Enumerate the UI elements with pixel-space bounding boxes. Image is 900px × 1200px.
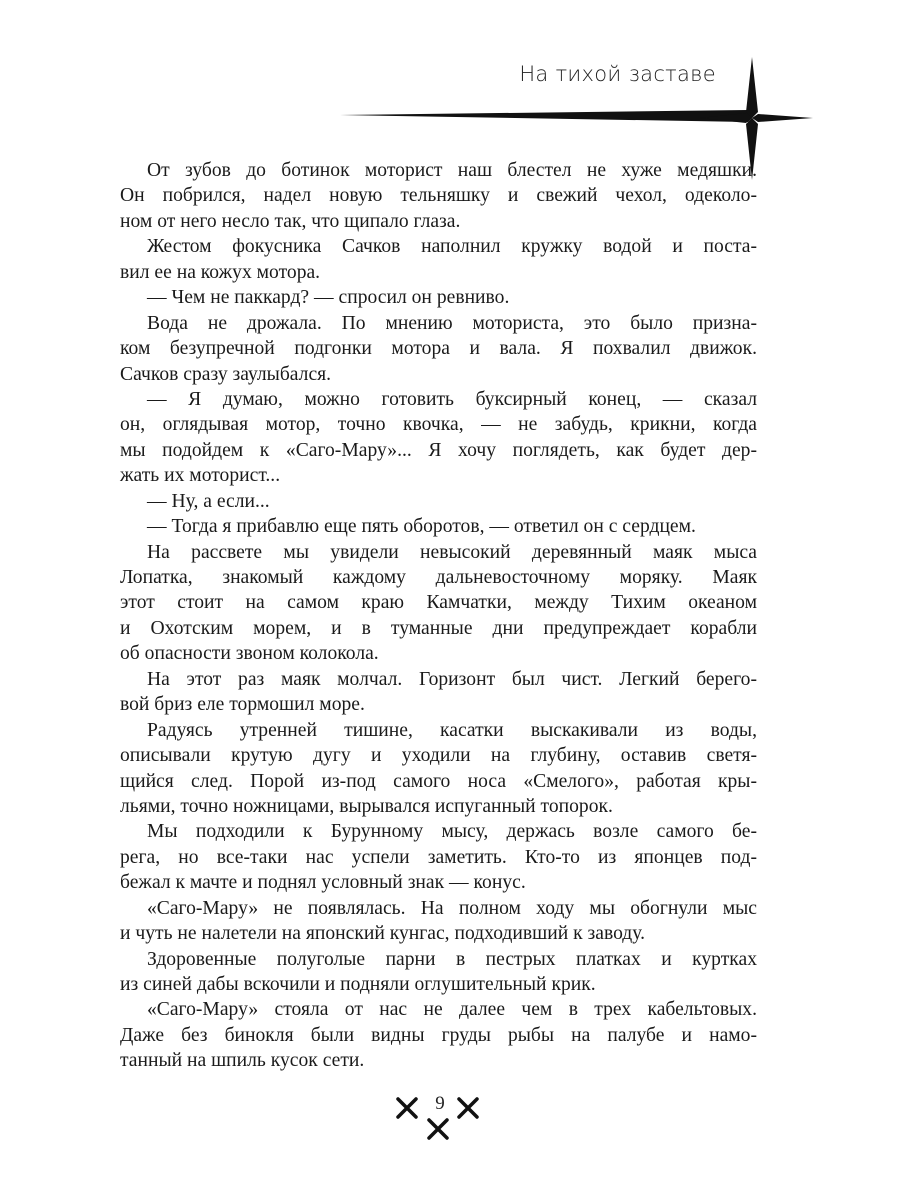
text-line: Он побрился, надел новую тельняшку и свежий чехол, одеколо-: [120, 185, 757, 207]
text-line: — Чем не паккард? — спросил он ревниво.: [147, 287, 510, 309]
text-line: На рассвете мы увидели невысокий деревянный маяк мыса: [147, 541, 757, 563]
text-line: ком безупречной подгонки мотора и вала. Я похвалил движок.: [120, 338, 757, 360]
paragraph: [120, 285, 757, 310]
text-line: этот стоит на самом краю Камчатки, между Тихим океаном: [120, 592, 757, 614]
text-line: бежал к мачте и поднял условный знак — конус.: [120, 872, 526, 894]
paragraph: [120, 896, 757, 947]
text-line: — Ну, а если...: [147, 490, 270, 512]
paragraph: [120, 819, 757, 895]
paragraph: [120, 718, 757, 820]
text-line: вой бриз еле тормошил море.: [120, 694, 365, 716]
paragraph: [120, 311, 757, 387]
text-line: — Тогда я прибавлю еще пять оборотов, — ответил он с сердцем.: [147, 516, 696, 538]
text-line: — Я думаю, можно готовить буксирный конец, — сказал: [147, 388, 757, 410]
text-line: Даже без бинокля были видны груды рыбы на палубе и намо-: [120, 1024, 757, 1046]
paragraph: [120, 997, 757, 1073]
text-line: вил ее на кожух мотора.: [120, 261, 321, 283]
text-line: Радуясь утренней тишине, касатки выскакивали из воды,: [147, 719, 757, 741]
text-line: и Охотским морем, и в туманные дни предупреждает корабли: [120, 617, 757, 639]
text-line: танный на шпиль кусок сети.: [120, 1050, 365, 1072]
text-line: рега, но все-таки нас успели заметить. Кто-то из японцев под-: [120, 846, 757, 868]
text-line: Лопатка, знакомый каждому дальневосточному моряку. Маяк: [120, 567, 757, 588]
text-line: и чуть не налетели на японский кунгас, подходивший к заводу.: [120, 923, 646, 945]
text-line: мы подойдем к «Саго-Мару»... Я хочу поглядеть, как будет дер-: [120, 439, 757, 461]
page-number: 9: [435, 1093, 445, 1114]
running-head: На тихой заставе: [519, 62, 716, 86]
text-line: он, оглядывая мотор, точно квочка, — не забудь, крикни, когда: [120, 414, 757, 436]
text-line: из синей дабы вскочили и подняли оглушительный крик.: [120, 974, 596, 995]
text-line: щийся след. Порой из-под самого носа «Смелого», работая кры-: [120, 770, 757, 792]
text-line: об опасности звоном колокола.: [120, 643, 379, 665]
text-line: льями, точно ножницами, вырывался испуганный топорок.: [120, 795, 613, 817]
paragraph: [120, 489, 757, 514]
paragraph: [120, 158, 757, 234]
text-line: Жестом фокусника Сачков наполнил кружку водой и поста-: [147, 236, 757, 258]
paragraph: [120, 387, 757, 489]
paragraph: [120, 540, 757, 667]
text-line: Мы подходили к Бурунному мысу, держась возле самого бе-: [147, 821, 757, 843]
paragraph: [120, 514, 757, 539]
paragraph: [120, 667, 757, 718]
text-line: «Саго-Мару» стояла от нас не далее чем в трех кабельтовых.: [147, 999, 757, 1021]
text-line: На этот раз маяк молчал. Горизонт был чист. Легкий берего-: [147, 668, 757, 690]
paragraph: [120, 234, 757, 285]
body-text: [120, 158, 757, 1074]
text-line: Сачков сразу заулыбался.: [120, 363, 332, 385]
text-line: Здоровенные полуголые парни в пестрых платках и куртках: [147, 948, 757, 970]
paragraph: [120, 947, 757, 998]
text-line: «Саго-Мару» не появлялась. На полном ходу мы обогнули мыс: [147, 897, 757, 919]
text-line: жать их моторист...: [120, 465, 281, 487]
text-line: Вода не дрожала. По мнению моториста, это было призна-: [147, 312, 757, 334]
text-line: От зубов до ботинок моторист наш блестел не хуже медяшки.: [147, 160, 757, 181]
text-line: описывали крутую дугу и уходили на глубину, оставив светя-: [120, 745, 757, 767]
text-line: ном от него несло так, что щипало глаза.: [120, 210, 461, 232]
